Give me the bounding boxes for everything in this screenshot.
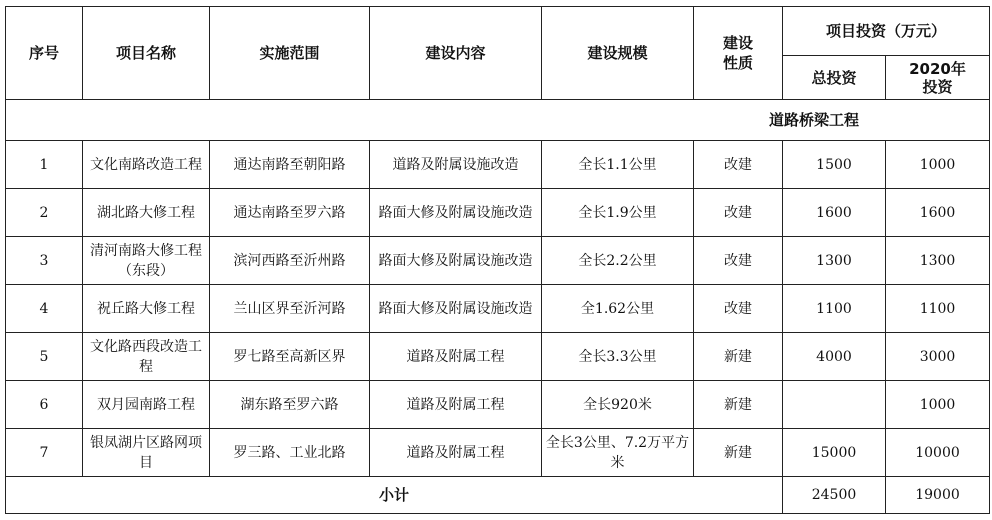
cell-nature: 改建	[694, 141, 783, 189]
cell-total: 1600	[783, 189, 886, 237]
cell-total: 1100	[783, 285, 886, 333]
header-investment-group: 项目投资（万元）	[783, 7, 990, 56]
cell-scale: 全长920米	[542, 381, 694, 429]
cell-scale: 全1.62公里	[542, 285, 694, 333]
cell-nature: 改建	[694, 237, 783, 285]
header-nature: 建设 性质	[694, 7, 783, 100]
cell-content: 路面大修及附属设施改造	[370, 189, 542, 237]
header-seq: 序号	[6, 7, 83, 100]
cell-scale: 全长3.3公里	[542, 333, 694, 381]
cell-total: 4000	[783, 333, 886, 381]
cell-2020: 3000	[886, 333, 990, 381]
header-2020-investment: 2020年 投资	[886, 56, 990, 100]
cell-seq: 4	[6, 285, 83, 333]
subtotal-2020: 19000	[886, 477, 990, 514]
cell-project-name: 文化南路改造工程	[83, 141, 210, 189]
cell-nature: 改建	[694, 189, 783, 237]
cell-project-name: 湖北路大修工程	[83, 189, 210, 237]
cell-2020: 1000	[886, 381, 990, 429]
table-row	[6, 141, 990, 189]
cell-content: 道路及附属工程	[370, 381, 542, 429]
cell-scope: 罗三路、工业北路	[210, 429, 370, 477]
cell-nature: 改建	[694, 285, 783, 333]
cell-2020: 1000	[886, 141, 990, 189]
cell-nature: 新建	[694, 381, 783, 429]
table-row	[6, 333, 990, 381]
cell-seq: 3	[6, 237, 83, 285]
subtotal-label: 小计	[6, 477, 783, 514]
cell-content: 路面大修及附属设施改造	[370, 285, 542, 333]
cell-scope: 滨河西路至沂州路	[210, 237, 370, 285]
cell-seq: 6	[6, 381, 83, 429]
cell-scale: 全长1.9公里	[542, 189, 694, 237]
cell-scope: 罗七路至高新区界	[210, 333, 370, 381]
header-scope: 实施范围	[210, 7, 370, 100]
cell-project-name: 文化路西段改造工程	[83, 333, 210, 381]
table-row	[6, 429, 990, 477]
cell-content: 道路及附属设施改造	[370, 141, 542, 189]
header-total-investment: 总投资	[783, 56, 886, 100]
cell-seq: 7	[6, 429, 83, 477]
cell-project-name: 祝丘路大修工程	[83, 285, 210, 333]
header-scale: 建设规模	[542, 7, 694, 100]
cell-2020: 1600	[886, 189, 990, 237]
cell-total	[783, 381, 886, 429]
subtotal-row	[6, 477, 990, 514]
section-title: 道路桥梁工程	[6, 100, 990, 141]
cell-seq: 5	[6, 333, 83, 381]
cell-nature: 新建	[694, 429, 783, 477]
table-row	[6, 189, 990, 237]
cell-total: 1300	[783, 237, 886, 285]
cell-scope: 兰山区界至沂河路	[210, 285, 370, 333]
cell-nature: 新建	[694, 333, 783, 381]
cell-2020: 10000	[886, 429, 990, 477]
cell-total: 15000	[783, 429, 886, 477]
cell-content: 路面大修及附属设施改造	[370, 237, 542, 285]
subtotal-total: 24500	[783, 477, 886, 514]
cell-content: 道路及附属工程	[370, 333, 542, 381]
cell-scope: 湖东路至罗六路	[210, 381, 370, 429]
investment-table-container	[5, 6, 989, 514]
cell-content: 道路及附属工程	[370, 429, 542, 477]
investment-table	[5, 6, 990, 514]
cell-project-name: 清河南路大修工程（东段）	[83, 237, 210, 285]
header-project-name: 项目名称	[83, 7, 210, 100]
header-content: 建设内容	[370, 7, 542, 100]
cell-project-name: 银凤湖片区路网项目	[83, 429, 210, 477]
table-row	[6, 381, 990, 429]
table-row	[6, 285, 990, 333]
cell-project-name: 双月园南路工程	[83, 381, 210, 429]
cell-total: 1500	[783, 141, 886, 189]
cell-scale: 全长1.1公里	[542, 141, 694, 189]
cell-seq: 1	[6, 141, 83, 189]
cell-2020: 1100	[886, 285, 990, 333]
cell-seq: 2	[6, 189, 83, 237]
table-row	[6, 237, 990, 285]
cell-scale: 全长2.2公里	[542, 237, 694, 285]
cell-scope: 通达南路至朝阳路	[210, 141, 370, 189]
cell-scope: 通达南路至罗六路	[210, 189, 370, 237]
cell-2020: 1300	[886, 237, 990, 285]
cell-scale: 全长3公里、7.2万平方米	[542, 429, 694, 477]
section-row	[6, 100, 990, 141]
